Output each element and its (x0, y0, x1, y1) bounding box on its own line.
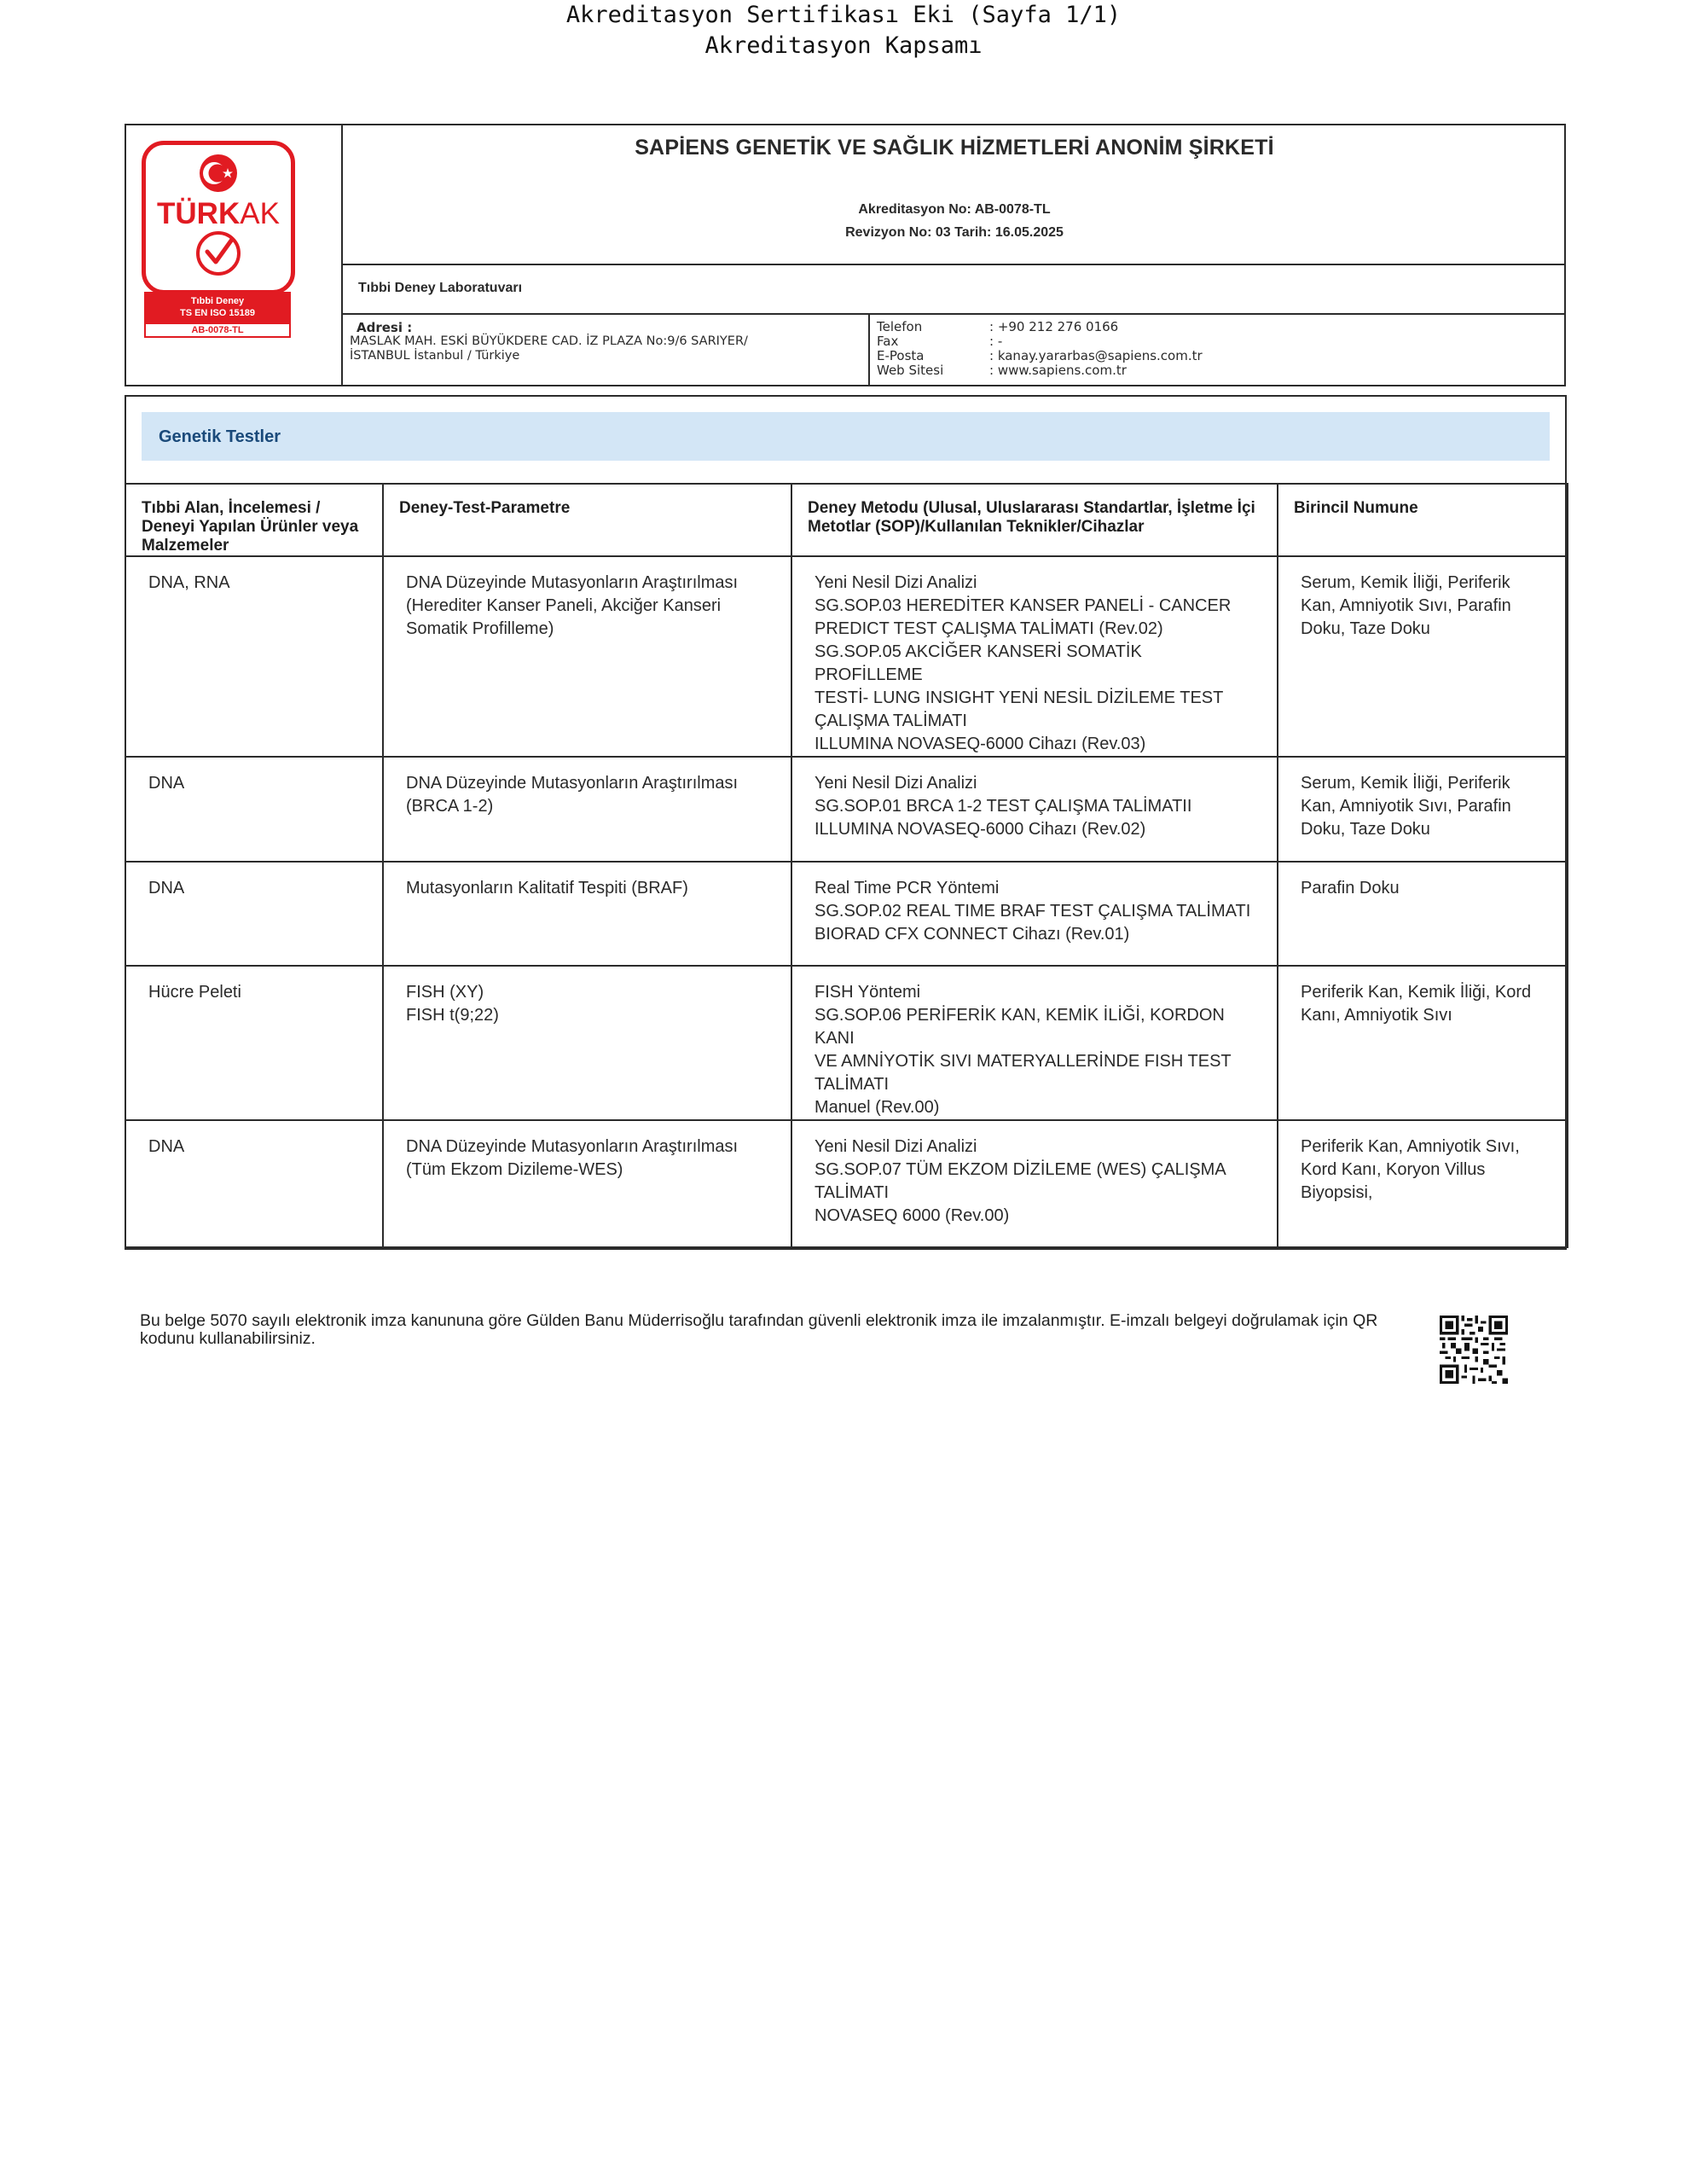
cell-parameter (383, 966, 791, 1120)
cell-sample (1278, 966, 1568, 1120)
cell-parameter (383, 1120, 791, 1247)
method-line: Manuel (Rev.00) (815, 1098, 940, 1117)
column-header-method: Deney Metodu (Ulusal, Uluslararası Standartlar, İşletme İçi Metotlar (SOP)/Kullanılan Teknikler/Cihazlar (791, 484, 1278, 556)
method-line: SG.SOP.02 REAL TIME BRAF TEST ÇALIŞMA TALİMATI (815, 902, 1251, 921)
sample-line: Periferik Kan, Amniyotik Sıvı, (1301, 1137, 1520, 1156)
column-header-field: Tıbbi Alan, İncelemesi / Deneyi Yapılan Ürünler veya Malzemeler (125, 484, 383, 556)
parameter-line: (Herediter Kanser Paneli, Akciğer Kanseri (406, 596, 722, 615)
table-row (125, 862, 1568, 966)
divider (868, 313, 870, 385)
address-label: Adresi : (357, 320, 413, 335)
sample-line: Biyopsisi, (1301, 1183, 1373, 1202)
method-line: Real Time PCR Yöntemi (815, 879, 1000, 897)
method-line: Yeni Nesil Dizi Analizi (815, 1137, 977, 1156)
cell-sample (1278, 556, 1568, 757)
sample-line: Serum, Kemik İliği, Periferik (1301, 774, 1510, 793)
table-row (125, 757, 1568, 862)
e-signature-note (140, 1312, 1436, 1348)
sample-line: Serum, Kemik İliği, Periferik (1301, 573, 1510, 592)
contact-website (877, 363, 1203, 378)
method-line: NOVASEQ 6000 (Rev.00) (815, 1206, 1010, 1225)
lab-type: Tıbbi Deney Laboratuvarı (358, 281, 523, 295)
contact-key: Fax (877, 334, 899, 349)
e-signature-line: Bu belge 5070 sayılı elektronik imza kanununa göre Gülden Banu Müderrisoğlu tarafından güvenli elektronik imza ile imzalanmıştır. E-imzalı belgeyi doğrulamak için QR (140, 1311, 1378, 1330)
contact-email (877, 349, 1203, 363)
method-line: BIORAD CFX CONNECT Cihazı (Rev.01) (815, 925, 1130, 944)
method-line: SG.SOP.03 HEREDİTER KANSER PANELİ - CANCER (815, 596, 1232, 615)
contact-fax (877, 334, 1203, 349)
cell-field: DNA (125, 862, 383, 966)
address-line: MASLAK MAH. ESKİ BÜYÜKDERE CAD. İZ PLAZA No:9/6 SARIYER/ (350, 334, 748, 348)
address-line: İSTANBUL İstanbul / Türkiye (350, 349, 520, 363)
cell-method (791, 862, 1278, 966)
method-line: TALİMATI (815, 1075, 890, 1094)
parameter-line: DNA Düzeyinde Mutasyonların Araştırılması (406, 1137, 739, 1156)
sample-line: Periferik Kan, Kemik İliği, Kord (1301, 983, 1532, 1002)
method-line: FISH Yöntemi (815, 983, 921, 1002)
method-line: ILLUMINA NOVASEQ-6000 Cihazı (Rev.03) (815, 735, 1146, 753)
e-signature-line: kodunu kullanabilirsiniz. (140, 1329, 316, 1348)
logo-standard-band (144, 292, 291, 322)
parameter-line: FISH t(9;22) (406, 1006, 499, 1025)
logo-band-line: TS EN ISO 15189 (179, 308, 256, 318)
cell-method (791, 757, 1278, 862)
contact-info (877, 320, 1203, 378)
parameter-line: Somatik Profilleme) (406, 619, 554, 638)
method-line: Yeni Nesil Dizi Analizi (815, 573, 977, 592)
parameter-line: Mutasyonların Kalitatif Tespiti (BRAF) (406, 879, 688, 897)
contact-key: Telefon (877, 319, 923, 334)
cell-field: DNA (125, 1120, 383, 1247)
sample-line: Kan, Amniyotik Sıvı, Parafin (1301, 797, 1511, 816)
cell-parameter (383, 862, 791, 966)
sample-line: Kanı, Amniyotik Sıvı (1301, 1006, 1452, 1025)
company-name: SAPİENS GENETİK VE SAĞLIK HİZMETLERİ ANONİM ŞİRKETİ (635, 136, 1274, 160)
contact-value: : www.sapiens.com.tr (989, 363, 1127, 378)
scope-table (125, 483, 1568, 1248)
column-header-sample: Birincil Numune (1278, 484, 1568, 556)
contact-phone (877, 320, 1203, 334)
parameter-line: FISH (XY) (406, 983, 484, 1002)
contact-key: E-Posta (877, 348, 925, 363)
cell-sample (1278, 1120, 1568, 1247)
method-line: TESTİ- LUNG INSIGHT YENİ NESİL DİZİLEME TEST (815, 688, 1224, 707)
method-line: Yeni Nesil Dizi Analizi (815, 774, 977, 793)
cell-field: DNA (125, 757, 383, 862)
parameter-line: (BRCA 1-2) (406, 797, 494, 816)
table-row (125, 556, 1568, 757)
cell-parameter (383, 757, 791, 862)
sample-line: Doku, Taze Doku (1301, 820, 1430, 839)
address-text (350, 334, 827, 363)
accreditation-scope-title: Akreditasyon Kapsamı (704, 32, 983, 59)
cell-parameter (383, 556, 791, 757)
section-band (142, 412, 1550, 461)
header-box (125, 124, 1566, 386)
cell-method (791, 556, 1278, 757)
table-header-row (125, 484, 1568, 556)
divider (341, 313, 1566, 315)
method-line: SG.SOP.05 AKCİĞER KANSERİ SOMATİK PROFİLLEME (815, 642, 1142, 684)
section-title: Genetik Testler (159, 427, 281, 446)
turkak-logo (142, 141, 295, 294)
parameter-line: DNA Düzeyinde Mutasyonların Araştırılması (406, 573, 739, 592)
cell-field: DNA, RNA (125, 556, 383, 757)
certificate-annex-title: Akreditasyon Sertifikası Eki (Sayfa 1/1) (565, 2, 1122, 28)
sample-line: Parafin Doku (1301, 879, 1400, 897)
svg-text:TÜRKAK: TÜRKAK (157, 197, 280, 230)
method-line: SG.SOP.06 PERİFERİK KAN, KEMİK İLİĞİ, KORDON KANI (815, 1006, 1225, 1048)
logo-band-line: Tıbbi Deney (190, 296, 245, 306)
revision-info: Revizyon No: 03 Tarih: 16.05.2025 (845, 225, 1064, 240)
contact-value: : kanay.yararbas@sapiens.com.tr (989, 348, 1203, 363)
contact-value: : - (989, 334, 1003, 349)
qr-code-icon[interactable] (1440, 1316, 1508, 1384)
sample-line: Kan, Amniyotik Sıvı, Parafin (1301, 596, 1511, 615)
method-line: SG.SOP.07 TÜM EKZOM DİZİLEME (WES) ÇALIŞMA (815, 1160, 1226, 1179)
turkak-emblem-icon (146, 145, 291, 290)
divider (341, 264, 1566, 265)
table-row (125, 1120, 1568, 1247)
sample-line: Doku, Taze Doku (1301, 619, 1430, 638)
parameter-line: DNA Düzeyinde Mutasyonların Araştırılması (406, 774, 739, 793)
parameter-line: (Tüm Ekzom Dizileme-WES) (406, 1160, 623, 1179)
accreditation-number: Akreditasyon No: AB-0078-TL (858, 202, 1051, 217)
contact-key: Web Sitesi (877, 363, 944, 378)
cell-sample (1278, 757, 1568, 862)
contact-value: : +90 212 276 0166 (989, 319, 1119, 334)
scope-box (125, 395, 1567, 1250)
column-header-parameter: Deney-Test-Parametre (383, 484, 791, 556)
method-line: TALİMATI (815, 1183, 890, 1202)
method-line: SG.SOP.01 BRCA 1-2 TEST ÇALIŞMA TALİMATII (815, 797, 1192, 816)
method-line: ÇALIŞMA TALİMATI (815, 712, 967, 730)
cell-field: Hücre Peleti (125, 966, 383, 1120)
cell-method (791, 966, 1278, 1120)
sample-line: Kord Kanı, Koryon Villus (1301, 1160, 1486, 1179)
cell-method (791, 1120, 1278, 1247)
cell-sample (1278, 862, 1568, 966)
logo-cell (126, 125, 343, 385)
method-line: ILLUMINA NOVASEQ-6000 Cihazı (Rev.02) (815, 820, 1146, 839)
logo-accreditation-code: AB-0078-TL (144, 322, 291, 338)
method-line: VE AMNİYOTİK SIVI MATERYALLERİNDE FISH TEST (815, 1052, 1232, 1071)
method-line: PREDICT TEST ÇALIŞMA TALİMATI (Rev.02) (815, 619, 1163, 638)
table-row (125, 966, 1568, 1120)
